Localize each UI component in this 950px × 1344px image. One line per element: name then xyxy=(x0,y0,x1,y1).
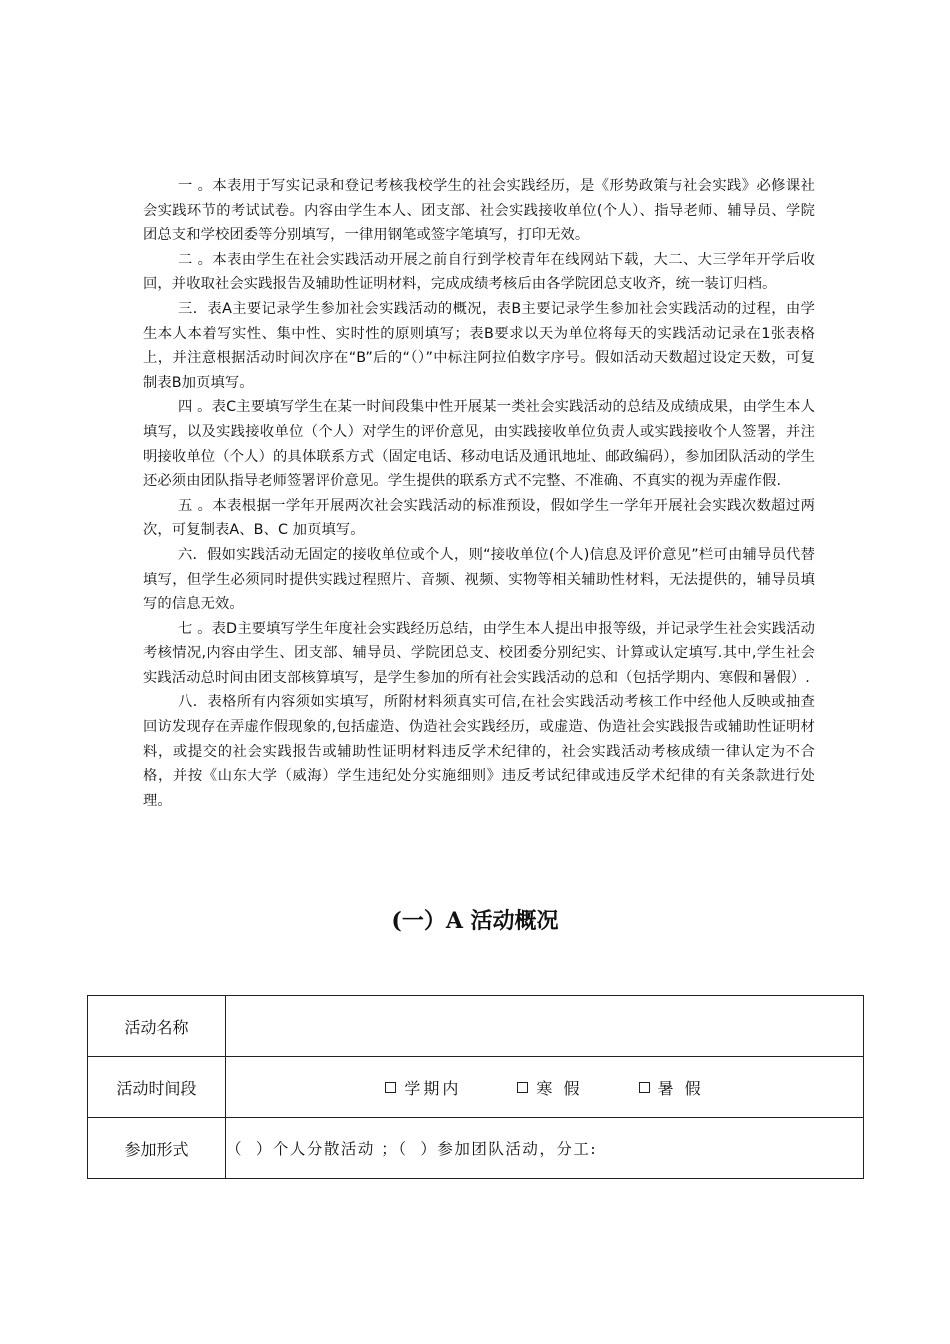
participation-form-label: 参加形式 xyxy=(88,1118,226,1179)
table-row-activity-name xyxy=(88,996,864,1057)
summer-break-label: 暑 假 xyxy=(657,1078,704,1098)
section-title: (一）A 活动概况 xyxy=(391,908,559,934)
instruction-paragraph-3: 三．表A主要记录学生参加社会实践活动的概况，表B主要记录学生参加社会实践活动的过程，由学生本人本着写实性、集中性、实时性的原则填写；表B要求以天为单位将每天的实践活动记录在1张表格上，并注意根据活动时间次序在“B”后的“（）”中标注阿拉伯数字序号。假如活动天数超过设定天数，可复制表B加页填写。 xyxy=(143,300,815,391)
option-summer-break[interactable] xyxy=(639,1076,704,1099)
semester-label: 学期内 xyxy=(404,1078,462,1098)
summer-break-checkbox[interactable] xyxy=(639,1082,650,1093)
table-row-activity-period xyxy=(88,1057,864,1118)
option-winter-break[interactable] xyxy=(517,1076,582,1099)
activity-period-label: 活动时间段 xyxy=(88,1057,226,1118)
instruction-paragraph-8: 八．表格所有内容须如实填写，所附材料须真实可信,在社会实践活动考核工作中经他人反映或抽查回访发现存在弄虚作假现象的,包括虚造、伪造社会实践经历，或虚造、伪造社会实践报告或辅助性证明材料，或提交的社会实践报告或辅助性证明材料违反学术纪律的，社会实践活动考核成绩一律认定为不合格，并按《山东大学（威海）学生违纪处分实施细则》违反考试纪律或违反学术纪律的有关条款进行处理。 xyxy=(143,694,815,809)
instruction-paragraph-5: 五 。本表根据一学年开展两次社会实践活动的标准预设，假如学生一学年开展社会实践次数超过两次，可复制表A、B、C 加页填写。 xyxy=(143,497,815,539)
winter-break-checkbox[interactable] xyxy=(517,1082,528,1093)
participation-form-text: （ ）个人分散活动 ；（ ）参加团队活动，分工: xyxy=(226,1140,598,1158)
instruction-paragraph-7: 七 。表D主要填写学生年度社会实践经历总结，由学生本人提出申报等级，并记录学生社会实践活动考核情况,内容由学生、团支部、辅导员、学院团总支、校团委分别纪实、计算或认定填写.其中,学生社会实践活动总时间由团支部核算填写，是学生参加的所有社会实践活动的总和（包括学期内、寒假和暑假）. xyxy=(143,620,815,686)
activity-overview-table xyxy=(87,995,864,1179)
participation-form-field[interactable] xyxy=(226,1118,864,1179)
activity-name-label: 活动名称 xyxy=(88,996,226,1057)
option-semester[interactable] xyxy=(385,1076,461,1099)
instructions xyxy=(143,174,815,813)
instruction-paragraph-6: 六．假如实践活动无固定的接收单位或个人，则“接收单位(个人)信息及评价意见”栏可由辅导员代替填写，但学生必须同时提供实践过程照片、音频、视频、实物等相关辅助性材料，无法提供的，辅导员填写的信息无效。 xyxy=(143,546,815,613)
instruction-paragraph-1: 一 。本表用于写实记录和登记考核我校学生的社会实践经历，是《形势政策与社会实践》必修课社会实践环节的考试试卷。内容由学生本人、团支部、社会实践接收单位(个人）、指导老师、辅导员、学院团总支和学校团委等分别填写，一律用钢笔或签字笔填写，打印无效。 xyxy=(143,178,815,244)
table-row-participation-form xyxy=(88,1118,864,1179)
activity-period-options xyxy=(226,1057,864,1118)
instruction-paragraph-2: 二 。本表由学生在社会实践活动开展之前自行到学校青年在线网站下载，大二、大三学年开学后收回，并收取社会实践报告及辅助性证明材料，完成成绩考核后由各学院团总支收齐，统一装订归档。 xyxy=(143,251,815,293)
winter-break-label: 寒 假 xyxy=(536,1078,583,1098)
semester-checkbox[interactable] xyxy=(385,1082,396,1093)
instruction-paragraph-4: 四 。表C主要填写学生在某一时间段集中性开展某一类社会实践活动的总结及成绩成果，由学生本人填写，以及实践接收单位（个人）对学生的评价意见，由实践接收单位负责人或实践接收个人签署，并注明接收单位（个人）的具体联系方式（固定电话、移动电话及通讯地址、邮政编码），参加团队活动的学生还必须由团队指导老师签署评价意见。学生提供的联系方式不完整、不准确、不真实的视为弄虚作假. xyxy=(143,399,815,490)
activity-name-field[interactable] xyxy=(226,996,864,1057)
